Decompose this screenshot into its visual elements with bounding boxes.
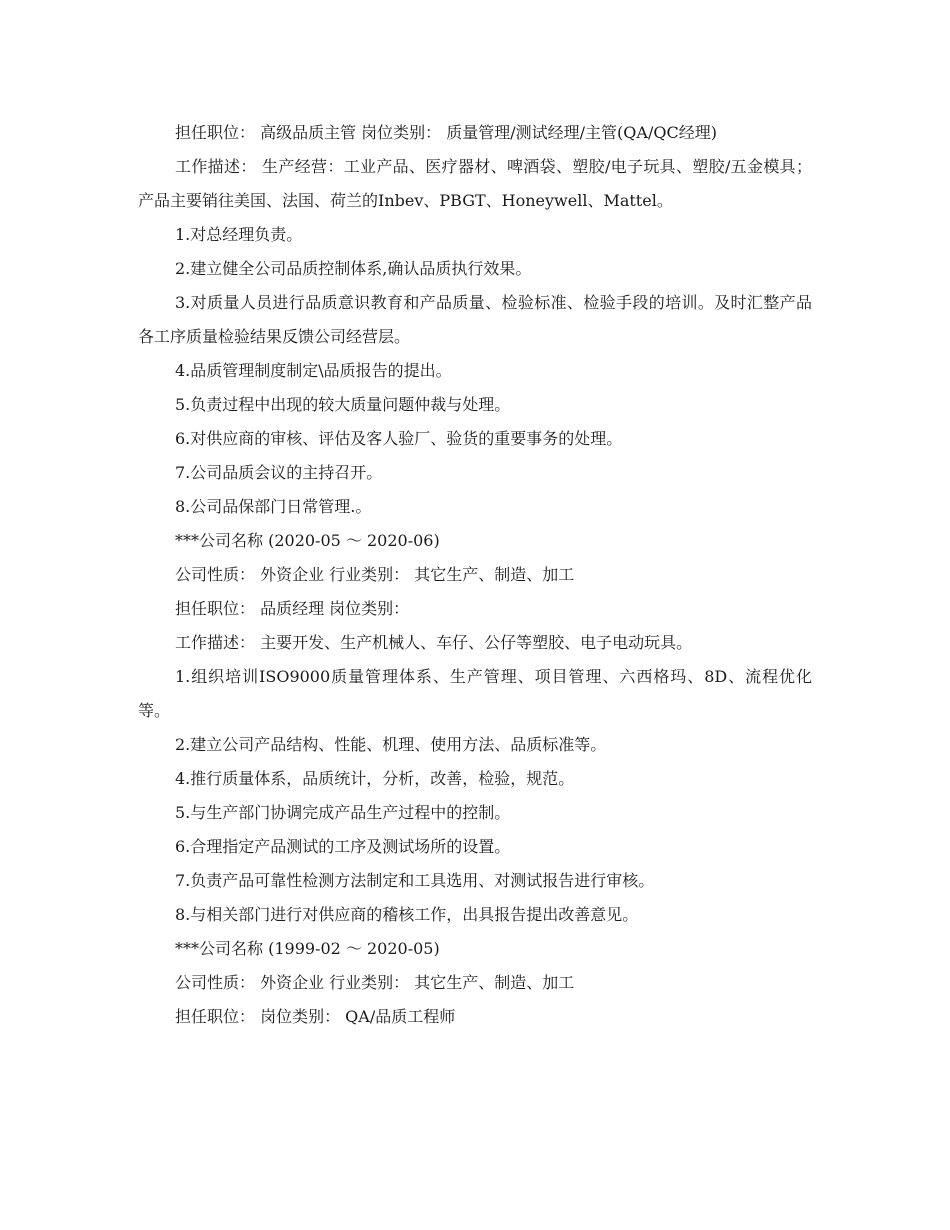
position-line-2: 担任职位： 品质经理 岗位类别： [175,599,410,618]
duty-item: 5.负责过程中出现的较大质量问题仲裁与处理。 [175,395,511,414]
duty-item: 3.对质量人员进行品质意识教育和产品质量、检验标准、检验手段的培训。及时汇整产品各工序质量检验结果反馈公司经营层。 [138,293,812,346]
duty-item: 8.公司品保部门日常管理.。 [175,497,372,516]
document-page [138,116,812,1034]
duty-item: 7.公司品质会议的主持召开。 [175,463,383,482]
job-description-1: 工作描述： 生产经营：工业产品、医疗器材、啤酒袋、塑胶/电子玩具、塑胶/五金模具；产品主要销往美国、法国、荷兰的Inbev、PBGT、Honeywell、Mattel。 [138,157,812,210]
duty-item: 6.对供应商的审核、评估及客人验厂、验货的重要事务的处理。 [175,429,623,448]
position-line-1: 担任职位： 高级品质主管 岗位类别： 质量管理/测试经理/主管(QA/QC经理) [175,123,717,142]
duty-item: 4.品质管理制度制定\品质报告的提出。 [175,361,452,380]
company-nature-2: 公司性质： 外资企业 行业类别： 其它生产、制造、加工 [175,973,575,992]
duty-item: 7.负责产品可靠性检测方法制定和工具选用、对测试报告进行审核。 [175,871,655,890]
duty-item: 1.对总经理负责。 [175,225,303,244]
company-heading-2: ***公司名称 (1999-02 ～ 2020-05) [175,939,440,958]
duty-item: 5.与生产部门协调完成产品生产过程中的控制。 [175,803,511,822]
duty-item: 1.组织培训ISO9000质量管理体系、生产管理、项目管理、六西格玛、8D、流程优化等。 [138,667,812,720]
position-line-3: 担任职位： 岗位类别： QA/品质工程师 [175,1007,456,1026]
duty-item: 2.建立健全公司品质控制体系,确认品质执行效果。 [175,259,532,278]
duty-item: 4.推行质量体系，品质统计，分析，改善，检验，规范。 [175,769,575,788]
duty-item: 2.建立公司产品结构、性能、机理、使用方法、品质标准等。 [175,735,607,754]
duty-item: 8.与相关部门进行对供应商的稽核工作，出具报告提出改善意见。 [175,905,639,924]
job-description-2: 工作描述： 主要开发、生产机械人、车仔、公仔等塑胶、电子电动玩具。 [175,633,693,652]
company-heading-1: ***公司名称 (2020-05 ～ 2020-06) [175,531,440,550]
duty-item: 6.合理指定产品测试的工序及测试场所的设置。 [175,837,511,856]
company-nature-1: 公司性质： 外资企业 行业类别： 其它生产、制造、加工 [175,565,575,584]
